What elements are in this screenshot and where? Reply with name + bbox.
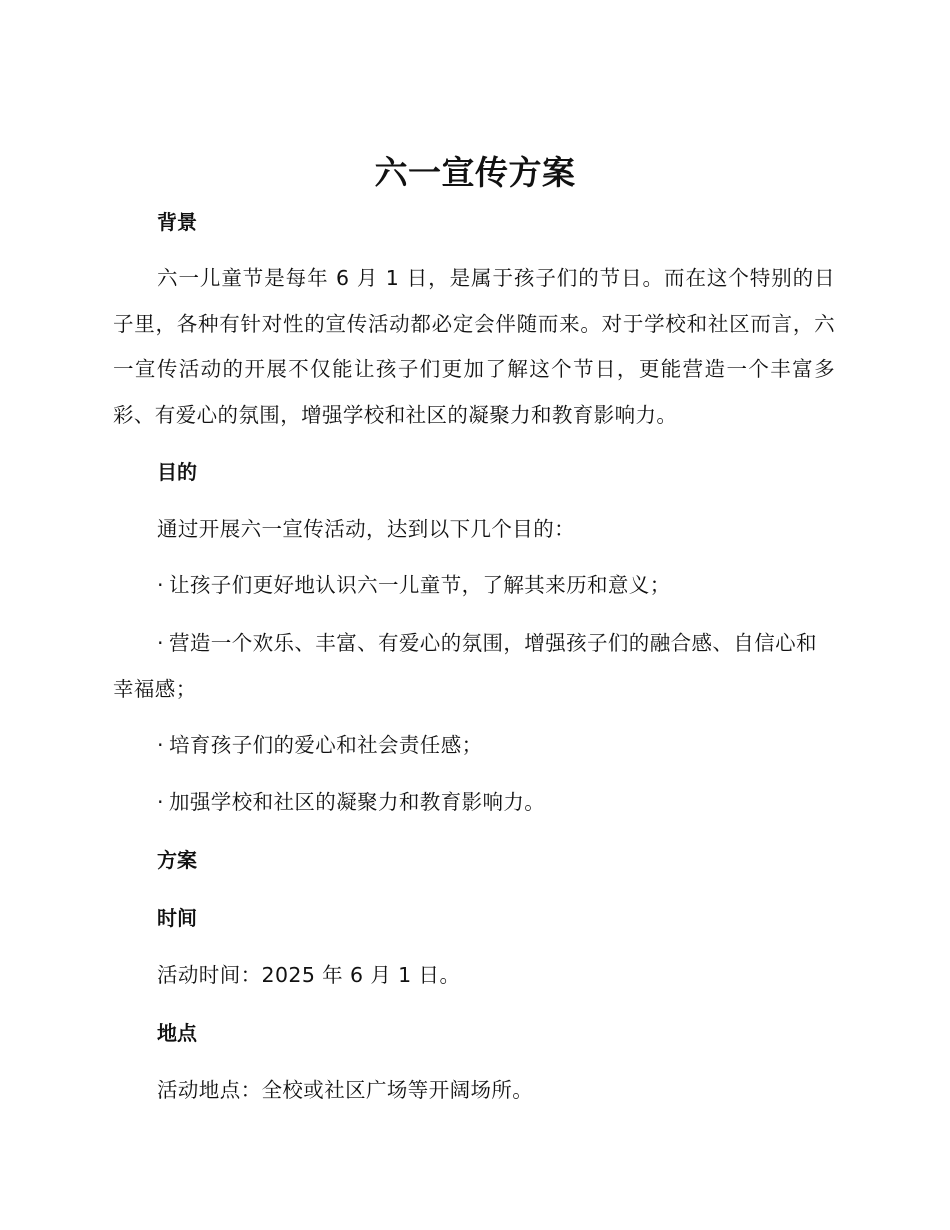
purpose-item-text: 加强学校和社区的凝聚力和教育影响力。	[169, 790, 546, 814]
bullet-marker: ·	[157, 790, 164, 814]
bullet-marker: ·	[157, 631, 164, 655]
purpose-item	[113, 621, 835, 712]
section-heading-plan: 方案	[157, 848, 197, 872]
document-title: 六一宣传方案	[374, 153, 576, 192]
purpose-item-text: 培育孩子们的爱心和社会责任感；	[169, 733, 483, 757]
purpose-intro: 通过开展六一宣传活动，达到以下几个目的：	[157, 517, 575, 541]
section-heading-purpose: 目的	[157, 460, 197, 484]
purpose-item	[113, 780, 835, 826]
purpose-item	[113, 563, 835, 609]
section-heading-time: 时间	[157, 906, 197, 930]
bullet-marker: ·	[157, 573, 164, 597]
background-paragraph: 六一儿童节是每年 6 月 1 日，是属于孩子们的节日。而在这个特别的日子里，各种有针对性的宣传活动都必定会伴随而来。对于学校和社区而言，六一宣传活动的开展不仅能让孩子们更加了解这个节日，更能营造一个丰富多彩、有爱心的氛围，增强学校和社区的凝聚力和教育影响力。	[113, 266, 835, 427]
section-heading-background: 背景	[157, 210, 197, 234]
time-text: 活动时间：2025 年 6 月 1 日。	[157, 963, 461, 987]
purpose-item-text: 让孩子们更好地认识六一儿童节，了解其来历和意义；	[169, 573, 671, 597]
purpose-item-text: 营造一个欢乐、丰富、有爱心的氛围，增强孩子们的融合感、自信心和幸福感；	[113, 631, 817, 701]
section-heading-location: 地点	[157, 1021, 197, 1045]
bullet-marker: ·	[157, 733, 164, 757]
purpose-item	[113, 723, 835, 769]
location-text: 活动地点：全校或社区广场等开阔场所。	[157, 1078, 534, 1102]
